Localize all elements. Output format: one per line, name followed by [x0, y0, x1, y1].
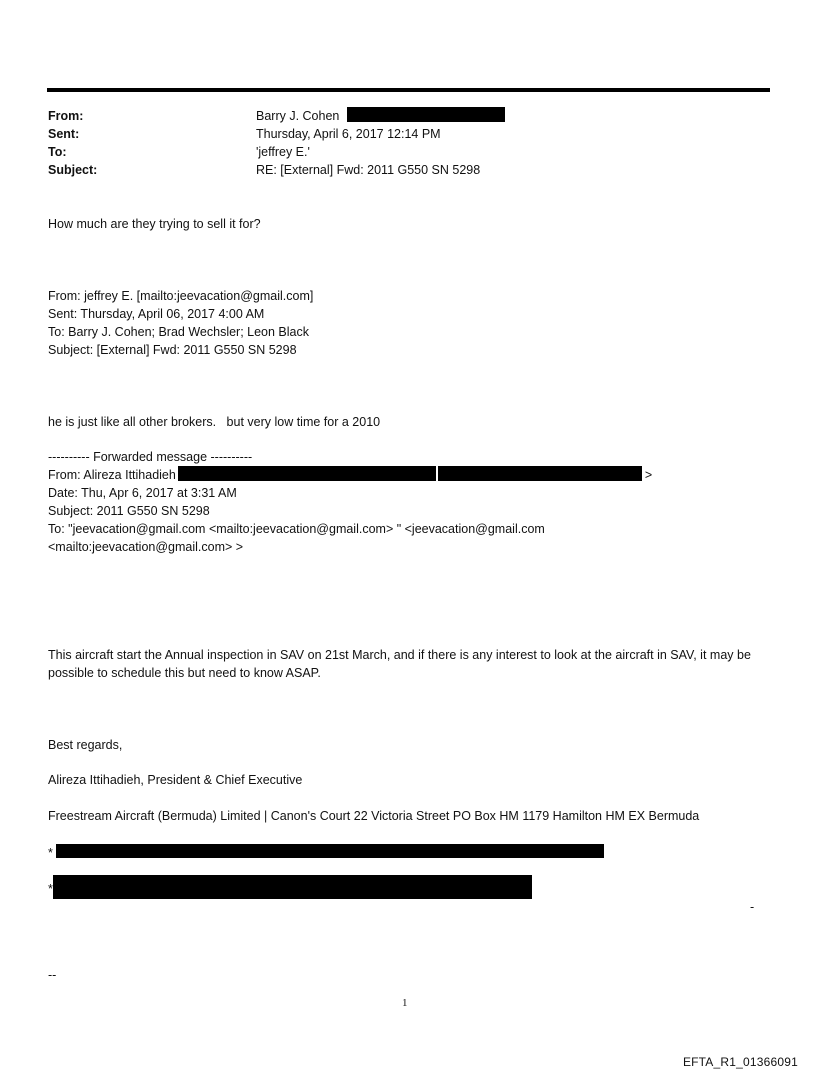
forwarded-subject: Subject: 2011 G550 SN 5298: [48, 504, 210, 518]
document-id: EFTA_R1_01366091: [682, 1055, 798, 1069]
forwarded-from-suffix: >: [644, 468, 653, 482]
forwarded-header: [48, 448, 652, 556]
redaction-box: [347, 107, 505, 122]
quoted-sent: Sent: Thursday, April 06, 2017 4:00 AM: [48, 307, 265, 321]
redaction-bar: [56, 844, 604, 858]
quoted-from: From: jeffrey E. [mailto:jeevacation@gmail.com]: [48, 289, 314, 303]
signature-company: Freestream Aircraft (Bermuda) Limited | Canon's Court 22 Victoria Street PO Box HM 1179 Hamilton HM EX Bermuda: [48, 809, 700, 823]
from-value: Barry J. Cohen: [256, 109, 340, 123]
signature-dash: --: [48, 968, 57, 982]
subject-value: RE: [External] Fwd: 2011 G550 SN 5298: [256, 163, 481, 177]
subject-label: Subject:: [48, 163, 98, 177]
stray-mark: -: [750, 900, 755, 914]
sent-label: Sent:: [48, 127, 80, 141]
signature-name: Alireza Ittihadieh, President & Chief Executive: [48, 773, 303, 787]
aircraft-body: This aircraft start the Annual inspection in SAV on 21st March, and if there is any interest to look at the aircraft in SAV, it may be possible to schedule this but need to know ASAP.: [48, 648, 751, 680]
to-row: [48, 143, 505, 161]
forwarded-date: Date: Thu, Apr 6, 2017 at 3:31 AM: [48, 486, 237, 500]
forwarded-from: From: Alireza Ittihadieh: [48, 468, 176, 482]
forwarded-to-1: To: "jeevacation@gmail.com <mailto:jeevacation@gmail.com> " <jeevacation@gmail.com: [48, 522, 545, 536]
jeffrey-body: he is just like all other brokers. but very low time for a 2010: [48, 415, 381, 429]
to-label: To:: [48, 145, 67, 159]
header-rule: [47, 88, 770, 92]
bullet-marker: *: [48, 846, 53, 860]
to-value: 'jeffrey E.': [256, 145, 310, 159]
redaction-box: [438, 466, 642, 481]
from-label: From:: [48, 109, 84, 123]
redaction-bar: [53, 875, 532, 899]
closing: Best regards,: [48, 738, 123, 752]
subject-row: [48, 161, 505, 179]
quoted-to: To: Barry J. Cohen; Brad Wechsler; Leon Black: [48, 325, 309, 339]
page-number: 1: [402, 997, 408, 1009]
from-row: [48, 107, 505, 125]
quoted-header: [48, 287, 313, 359]
sent-row: [48, 125, 505, 143]
forwarded-divider: ---------- Forwarded message ----------: [48, 450, 253, 464]
email-header: [48, 107, 505, 179]
reply-body: How much are they trying to sell it for?: [48, 217, 261, 231]
forwarded-to-2: <mailto:jeevacation@gmail.com> >: [48, 540, 244, 554]
quoted-subject: Subject: [External] Fwd: 2011 G550 SN 5298: [48, 343, 297, 357]
redaction-box: [178, 466, 436, 481]
sent-value: Thursday, April 6, 2017 12:14 PM: [256, 127, 441, 141]
bullet-marker: *: [48, 882, 53, 896]
